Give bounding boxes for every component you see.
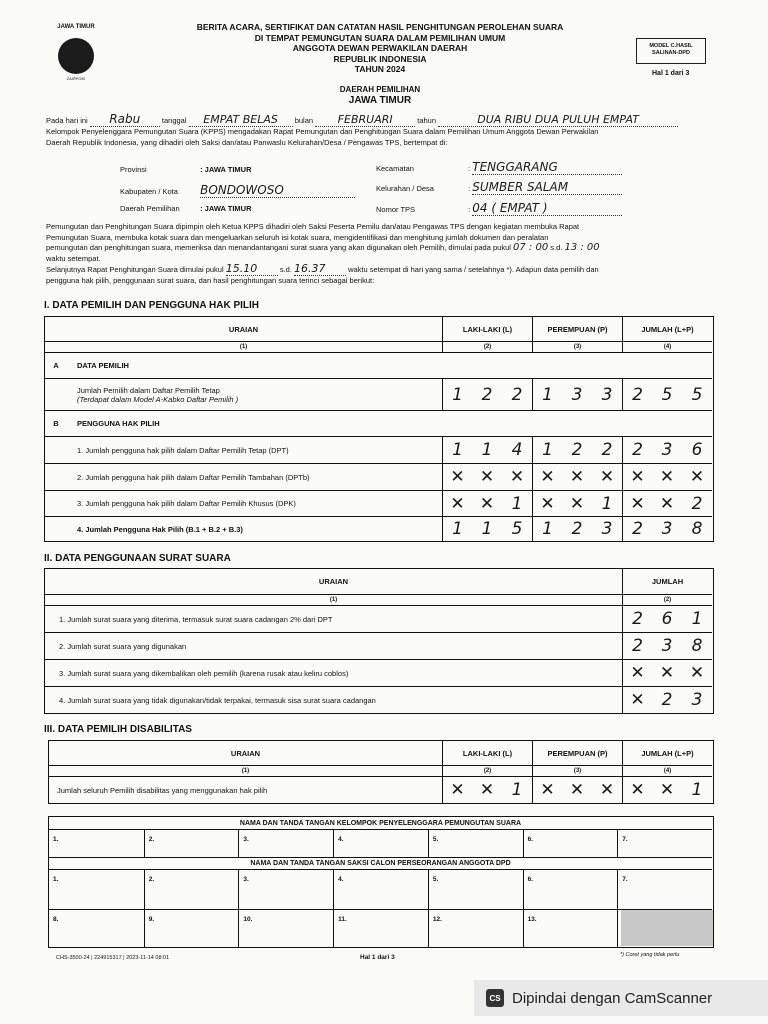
handwritten-digit: 1 (691, 609, 703, 629)
signature-cell[interactable] (523, 870, 618, 909)
intro-text-2: Daerah Republik Indonesia, yang dihadiri oleh Saksi dan/atau Panwaslu Kelurahan/Desa / Pengawas TPS, bertempat di: (46, 137, 448, 147)
saksi-title: NAMA DAN TANDA TANGAN SAKSI CALON PERSEORANGAN ANGGOTA DPD (250, 860, 511, 867)
s2-sub-2: (2) (622, 595, 712, 605)
handwritten-digit: 1 (532, 517, 562, 541)
s3-header-laki: LAKI-LAKI (L) (442, 741, 532, 765)
section-2-table (44, 568, 714, 714)
handwritten-digit: 2 (622, 379, 652, 410)
signature-table (48, 816, 714, 948)
handwritten-digit: 1 (481, 519, 493, 539)
section-1-title: I. DATA PEMILIH DAN PENGGUNA HAK PILIH (44, 300, 259, 311)
tps-field: Nomor TPS : 04 ( EMPAT ) (376, 201, 622, 216)
handwritten-digit: 5 (511, 519, 523, 539)
handwritten-digit: ✕ (659, 780, 675, 800)
body-text-6: pengguna hak pilih, penggunaan surat suara, dan hasil penghitungan suara terinci sebagai berikut: (46, 275, 375, 285)
handwritten-digit: ✕ (599, 467, 615, 487)
dapil-label: Daerah Pemilihan (120, 204, 180, 213)
signature-cell[interactable] (617, 870, 712, 909)
kpps-title: NAMA DAN TANDA TANGAN KELOMPOK PENYELENGGARA PEMUNGUTAN SUARA (239, 819, 522, 827)
time-end: 13 : 00 (564, 242, 600, 253)
handwritten-digit: ✕ (569, 780, 585, 800)
saksi-signature-row-1 (49, 869, 712, 909)
signature-number: 2. (148, 876, 155, 883)
handwritten-digit: ✕ (659, 663, 675, 683)
s1-b-title: PENGGUNA HAK PILIH (77, 419, 160, 428)
handwritten-digit: 2 (691, 493, 703, 514)
handwritten-digit: 1 (511, 780, 523, 800)
footer-page: Hal 1 dari 3 (360, 954, 395, 961)
bulan-label: bulan (294, 116, 314, 125)
handwritten-digit: 2 (511, 384, 523, 405)
s1-a1-line1: Jumlah Pemilih dalam Daftar Pemilih Tetap (77, 385, 220, 395)
signature-number: 5. (432, 876, 439, 883)
handwritten-digit: ✕ (479, 493, 495, 514)
body-text-5: Selanjutnya Rapat Penghitungan Suara dimulai pukul (46, 265, 224, 274)
handwritten-digit: 3 (661, 519, 673, 539)
s1-b3-row (45, 490, 712, 516)
s1-header-jumlah: JUMLAH (L+P) (622, 317, 712, 341)
s3-sub-3: (3) (532, 766, 622, 776)
logo-emblem-icon (58, 38, 94, 74)
s2-header-uraian: URAIAN (318, 577, 349, 586)
signature-number: 9. (148, 916, 155, 923)
signature-number: 8. (53, 916, 59, 923)
s3-header-perempuan: PEREMPUAN (P) (532, 741, 622, 765)
camscanner-logo-icon: CS (486, 989, 504, 1007)
handwritten-digit: 5 (691, 384, 703, 405)
handwritten-digit: 2 (622, 437, 652, 463)
body-text-5b: waktu setempat di hari yang sama / setelahnya *). Adapun data pemilih dan (348, 265, 599, 274)
signature-cell[interactable] (49, 870, 144, 909)
s1-section-a-row (45, 352, 712, 378)
signature-number: 13. (527, 916, 537, 923)
handwritten-digit: 1 (601, 493, 613, 514)
camscanner-text: Dipindai dengan CamScanner (512, 989, 713, 1007)
handwritten-digit: 2 (601, 440, 613, 460)
handwritten-digit: 4 (511, 440, 523, 460)
s2-header-row (45, 569, 712, 594)
tps-label: Nomor TPS (376, 205, 416, 214)
s3-sub-4: (4) (622, 766, 712, 776)
handwritten-digit: 1 (532, 437, 562, 463)
s1-header-row (45, 317, 712, 341)
signature-number: 6. (527, 876, 533, 883)
handwritten-digit: ✕ (442, 491, 472, 516)
sd-label-2: s.d. (279, 265, 292, 274)
count-time-end: 16.37 (294, 264, 346, 276)
signature-cell[interactable] (523, 830, 618, 857)
handwritten-digit: 3 (661, 440, 673, 460)
s2-row-1 (45, 605, 712, 632)
s1-b1-row (45, 436, 712, 463)
header-line-4: REPUBLIK INDONESIA (333, 53, 427, 64)
handwritten-digit: 2 (571, 519, 583, 539)
signature-cell[interactable] (333, 830, 428, 857)
section-3-title: III. DATA PEMILIH DISABILITAS (44, 724, 192, 735)
signature-cell[interactable] (333, 870, 428, 909)
section-3-table (48, 740, 714, 804)
s1-b3-label: 3. Jumlah pengguna hak pilih dalam Daftar Pemilih Khusus (DPK) (77, 499, 296, 508)
kabupaten-field (120, 183, 355, 198)
body-text-2: Pemungutan Suara, membuka kotak suara dan mengeluarkan seluruh isi kotak suara, mengidentifikasi dan menghitung jumlah dokumen dan peralatan (46, 232, 549, 242)
signature-cell[interactable] (144, 910, 239, 947)
s3-row (49, 776, 712, 803)
handwritten-digit: 3 (601, 384, 613, 405)
header-line-2: DI TEMPAT PEMUNGUTAN SUARA DALAM PEMILIHAN UMUM (254, 32, 506, 43)
handwritten-digit: 2 (481, 384, 493, 405)
handwritten-digit: 3 (661, 636, 673, 656)
s3-header-uraian: URAIAN (230, 748, 261, 758)
handwritten-digit: 6 (661, 609, 673, 629)
handwritten-digit: ✕ (479, 780, 495, 800)
signature-cell[interactable] (238, 910, 333, 947)
s3-sub-1: (1) (241, 768, 250, 774)
header-line-3: ANGGOTA DEWAN PERWAKILAN DAERAH (292, 43, 468, 53)
logo-top-text: JAWA TIMUR (57, 24, 95, 30)
handwritten-digit: ✕ (689, 663, 705, 683)
tanggal-label: tanggal (161, 116, 187, 125)
s1-b1-label: 1. Jumlah pengguna hak pilih dalam Daftar Pemilih Tetap (DPT) (77, 445, 289, 455)
s1-a1-label (77, 379, 238, 410)
kelurahan-label: Kelurahan / Desa (376, 184, 434, 193)
signature-cell[interactable] (49, 830, 144, 857)
signature-cell[interactable] (238, 830, 333, 857)
handwritten-digit: ✕ (622, 464, 652, 490)
tahun-value: DUA RIBU DUA PULUH EMPAT (438, 113, 678, 127)
handwritten-digit: ✕ (659, 467, 675, 487)
s3-header-jumlah: JUMLAH (L+P) (622, 741, 712, 765)
kecamatan-label: Kecamatan (376, 164, 414, 173)
handwritten-digit: ✕ (569, 493, 585, 514)
handwritten-digit: ✕ (622, 491, 652, 516)
handwritten-digit: 2 (622, 633, 652, 659)
daerah-label: DAERAH PEMILIHAN (339, 85, 421, 94)
signature-cell[interactable] (49, 910, 144, 947)
saksi-title-row (49, 857, 712, 869)
time-start: 07 : 00 (513, 242, 549, 253)
s2-row-4-label: 4. Jumlah surat suara yang tidak digunakan/tidak terpakai, termasuk sisa surat suara cadangan (59, 695, 376, 705)
signature-cell[interactable] (144, 830, 239, 857)
s1-a1-line2: (Terdapat dalam Model A-Kabko Daftar Pemilih ) (77, 394, 239, 404)
kpps-title-row (49, 817, 712, 829)
intro-paragraph (46, 127, 716, 148)
s3-sub-2: (2) (442, 766, 532, 776)
s1-header-uraian: URAIAN (228, 324, 259, 334)
s2-row-1-label: 1. Jumlah surat suara yang diterima, termasuk surat suara cadangan 2% dari DPT (59, 614, 333, 624)
logo-bottom-text: ZAIRPOKI (66, 76, 86, 81)
s1-header-laki: LAKI-LAKI (L) (442, 317, 532, 341)
signature-number: 2. (148, 836, 155, 843)
sd-label: s.d. (550, 243, 563, 252)
handwritten-digit: ✕ (532, 777, 562, 803)
s1-header-perempuan: PEREMPUAN (P) (532, 317, 622, 341)
signature-number: 1. (53, 836, 59, 843)
hari-label: Pada hari ini (46, 116, 88, 125)
signature-cell[interactable] (428, 910, 523, 947)
s2-header-jumlah: JUMLAH (622, 569, 712, 594)
provinsi-field (120, 165, 251, 174)
kabupaten-label: Kabupaten / Kota (120, 187, 178, 196)
handwritten-digit: ✕ (479, 467, 495, 487)
handwritten-digit: 2 (571, 440, 583, 460)
handwritten-digit: ✕ (532, 491, 562, 516)
footer-note: *) Coret yang tidak perlu (620, 952, 680, 958)
signature-number: 7. (622, 876, 628, 883)
handwritten-digit: 2 (661, 690, 673, 710)
provinsi-value: : JAWA TIMUR (200, 165, 252, 174)
s2-row-2-label: 2. Jumlah surat suara yang digunakan (59, 641, 187, 651)
s1-sub-4: (4) (622, 342, 712, 352)
signature-number: 4. (338, 836, 344, 843)
kecamatan-value: TENGGARANG (472, 160, 622, 175)
handwritten-digit: ✕ (622, 660, 652, 686)
s1-b2-row (45, 463, 712, 490)
signature-number: 11. (338, 916, 347, 923)
bulan-value: FEBRUARI (315, 113, 415, 127)
intro-date-line (46, 112, 678, 127)
signature-number: 12. (432, 916, 442, 923)
handwritten-digit: ✕ (689, 467, 705, 487)
daerah-value: JAWA TIMUR (348, 95, 412, 106)
s2-subheader-row (45, 594, 712, 605)
handwritten-digit: 1 (442, 437, 472, 463)
handwritten-digit: 1 (511, 493, 523, 514)
handwritten-digit: 6 (691, 440, 703, 460)
handwritten-digit: ✕ (622, 687, 652, 713)
camscanner-watermark (474, 980, 768, 1016)
redacted-area (621, 910, 713, 946)
kelurahan-value: SUMBER SALAM (472, 180, 622, 195)
s2-row-3 (45, 659, 712, 686)
count-time-start: 15.10 (226, 264, 278, 276)
s1-section-b-row (45, 410, 712, 436)
header-line-1: BERITA ACARA, SERTIFIKAT DAN CATATAN HASIL PENGHITUNGAN PEROLEHAN SUARA (196, 22, 564, 32)
section-1-table (44, 316, 714, 542)
s3-subheader-row (49, 765, 712, 776)
tahun-label: tahun (417, 116, 437, 125)
handwritten-digit: 5 (661, 384, 673, 405)
handwritten-digit: 2 (622, 606, 652, 632)
s1-b4-label: 4. Jumlah Pengguna Hak Pilih (B.1 + B.2 + B.3) (77, 524, 243, 534)
s3-row-label: Jumlah seluruh Pemilih disabilitas yang menggunakan hak pilih (57, 785, 268, 795)
kelurahan-field: Kelurahan / Desa : SUMBER SALAM (376, 180, 622, 195)
signature-number: 5. (432, 836, 439, 843)
s1-sub-2: (2) (442, 342, 532, 352)
handwritten-digit: 1 (442, 379, 472, 410)
signature-cell[interactable] (144, 870, 239, 909)
s2-row-4 (45, 686, 712, 713)
dapil-value: : JAWA TIMUR (200, 204, 252, 213)
signature-number: 7. (622, 836, 628, 843)
s1-b-label: B (53, 419, 59, 428)
handwritten-digit: 8 (691, 519, 703, 539)
section-2-title: II. DATA PENGGUNAAN SURAT SUARA (44, 553, 231, 564)
handwritten-digit: 1 (691, 780, 703, 800)
body-text-1: Pemungutan dan Penghitungan Suara dipimpin oleh Ketua KPPS dihadiri oleh Saksi Peserta Pemilu dan/atau Pengawas TPS dengan kegiatan membuka Rapat (46, 222, 580, 231)
s1-b4-row (45, 516, 712, 541)
handwritten-digit: 2 (622, 517, 652, 541)
signature-number: 6. (527, 836, 533, 843)
footer-doc-code: CHS-3500-24 | 224915317 | 2023-11-14 08:01 (56, 955, 170, 961)
signature-cell[interactable] (333, 910, 428, 947)
signature-number: 1. (53, 876, 59, 883)
s2-row-2 (45, 632, 712, 659)
s1-a-label: A (53, 361, 59, 370)
intro-text-1: Kelompok Penyelenggara Pemungutan Suara (KPPS) mengadakan Rapat Pemungutan dan Penghitungan Suara dalam Pemilihan Umum Anggota Dewan Perwakilan (46, 127, 599, 136)
provinsi-label: Provinsi (120, 165, 147, 174)
kpu-logo (52, 22, 100, 84)
signature-cell[interactable] (428, 870, 523, 909)
hari-value: Rabu (90, 112, 160, 127)
kabupaten-value: BONDOWOSO (200, 183, 355, 198)
handwritten-digit: 3 (571, 384, 583, 405)
daerah-pemilihan (300, 84, 460, 106)
body-text-4: waktu setempat. (46, 253, 101, 263)
s1-subheader-row (45, 341, 712, 352)
saksi-signature-row-2 (49, 909, 712, 947)
header-line-5: TAHUN 2024 (354, 64, 406, 74)
signature-cell[interactable] (523, 910, 618, 947)
s1-sub-1: (1) (239, 344, 248, 350)
signature-number: 3. (243, 876, 249, 883)
s1-a1-row (45, 378, 712, 410)
body-text-3: pemungutan dan penghitungan suara, memeriksa dan menandantangani surat suara yang akan digunakan oleh Pemilih, dimulai pada pukul (46, 243, 511, 252)
handwritten-digit: 8 (691, 636, 703, 656)
s1-b2-label: 2. Jumlah pengguna hak pilih dalam Daftar Pemilih Tambahan (DPTb) (77, 472, 310, 482)
s1-sub-3: (3) (532, 342, 622, 352)
handwritten-digit: ✕ (509, 467, 525, 487)
signature-number: 3. (243, 836, 249, 843)
handwritten-digit: 1 (442, 517, 472, 541)
tps-value: 04 ( EMPAT ) (472, 201, 622, 216)
s3-header-row (49, 741, 712, 765)
signature-cell[interactable] (617, 830, 712, 857)
handwritten-digit: 1 (532, 379, 562, 410)
handwritten-digit: 3 (601, 519, 613, 539)
handwritten-digit: ✕ (532, 464, 562, 490)
signature-cell[interactable] (428, 830, 523, 857)
handwritten-digit: 1 (481, 440, 493, 460)
document-header (170, 22, 590, 75)
tanggal-value: EMPAT BELAS (189, 113, 293, 127)
page-number: Hal 1 dari 3 (652, 70, 690, 77)
signature-number: 10. (243, 916, 253, 923)
dapil-field (120, 204, 251, 213)
signature-number: 4. (338, 876, 344, 883)
s2-sub-1: (1) (329, 597, 338, 603)
handwritten-digit: ✕ (622, 777, 652, 803)
signature-cell[interactable] (238, 870, 333, 909)
handwritten-digit: ✕ (599, 780, 615, 800)
s1-a-title: DATA PEMILIH (77, 361, 129, 370)
kpps-signature-row (49, 829, 712, 857)
model-box: MODEL C.HASIL SALINAN-DPD (636, 38, 706, 64)
handwritten-digit: ✕ (442, 464, 472, 490)
handwritten-digit: ✕ (659, 493, 675, 514)
handwritten-digit: ✕ (442, 777, 472, 803)
body-paragraph (46, 222, 716, 286)
handwritten-digit: ✕ (569, 467, 585, 487)
s2-row-3-label: 3. Jumlah surat suara yang dikembalikan oleh pemilih (karena rusak atau keliru coblos) (59, 668, 349, 678)
kecamatan-field: Kecamatan : TENGGARANG (376, 160, 622, 175)
handwritten-digit: 3 (691, 690, 703, 710)
